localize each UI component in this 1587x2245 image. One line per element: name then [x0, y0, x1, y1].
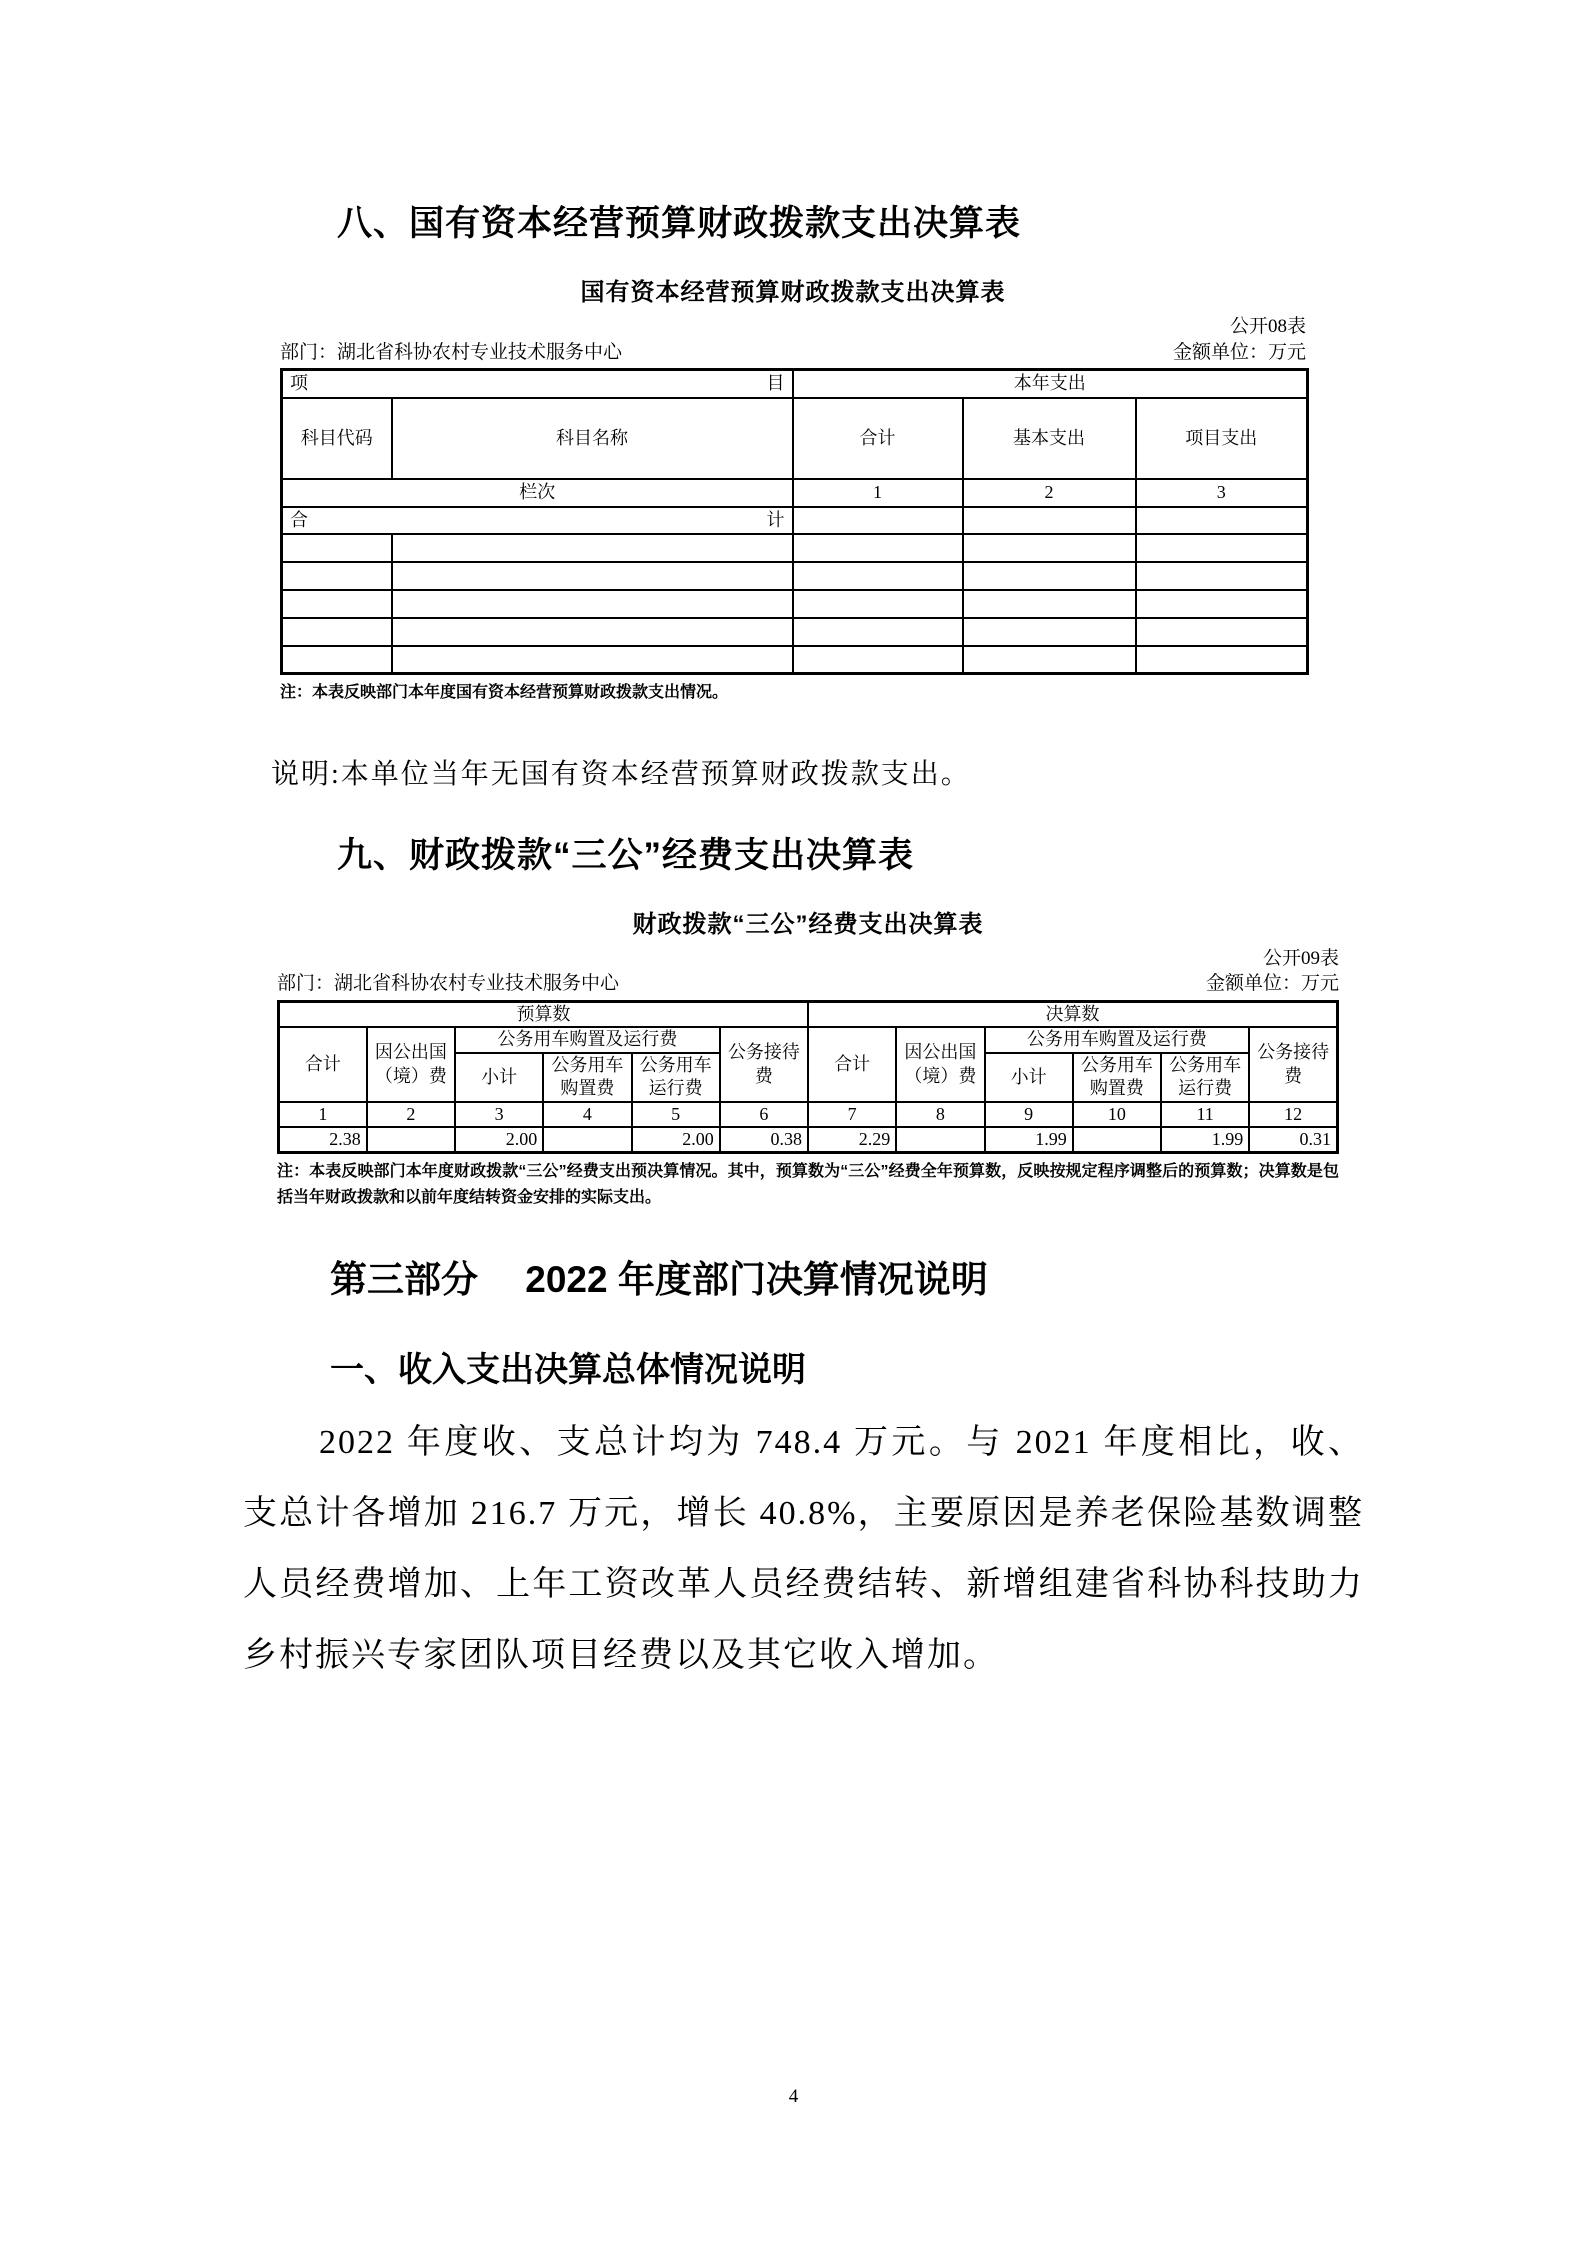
- section9-heading: 九、财政拨款“三公”经费支出决算表: [337, 835, 915, 875]
- empty-cell: [392, 646, 793, 674]
- table09-group-row: [279, 1002, 1338, 1028]
- abroad-line2: （境）费: [904, 1065, 977, 1086]
- abroad-line1: 因公出国: [374, 1042, 447, 1063]
- total-label-right: 计: [766, 509, 785, 530]
- total-label-spread: [288, 509, 787, 532]
- budget-vehicle-purchase-header: 公务用车购置费: [543, 1053, 631, 1102]
- empty-cell: [963, 507, 1136, 534]
- empty-cell: [1136, 562, 1308, 590]
- section8-heading: 八、国有资本经营预算财政拨款支出决算表: [337, 204, 1022, 243]
- value-cell: [1073, 1127, 1161, 1153]
- final-vehicle-subtotal-header: 小计: [985, 1053, 1073, 1102]
- column-number: 11: [1161, 1102, 1249, 1127]
- value-cell: 2.29: [808, 1127, 896, 1153]
- item-header-left: 项: [290, 373, 308, 394]
- empty-cell: [793, 534, 963, 562]
- table09-unit: 金额单位：万元: [1205, 973, 1339, 995]
- abroad-line2: （境）费: [374, 1065, 447, 1086]
- budget-vehicle-operation-header: 公务用车运行费: [632, 1053, 720, 1102]
- table08-empty-row: [282, 618, 1308, 646]
- value-cell: 0.31: [1249, 1127, 1337, 1153]
- total-header: 合计: [793, 398, 963, 479]
- table08-empty-row: [282, 646, 1308, 674]
- empty-cell: [282, 646, 392, 674]
- table08-empty-row: [282, 590, 1308, 618]
- table09-title: 财政拨款“三公”经费支出决算表: [632, 910, 984, 938]
- part3-paragraph: 2022 年度收、支总计均为 748.4 万元。与 2021 年度相比，收、支总计各增加 216.7 万元，增长 40.8%，主要原因是养老保险基数调整人员经费增加、上年工资改革人员经费结转、新增组建省科协科技助力乡村振兴专家团队项目经费以及其它收入增加。: [243, 1424, 1364, 1675]
- total-label-left: 合: [290, 509, 308, 530]
- table09-note: 注：本表反映部门本年度财政拨款“三公”经费支出预决算情况。其中，预算数为“三公”经费全年预算数，反映按规定程序调整后的预算数；决算数是包括当年财政拨款和以前年度结转资金安排的实际支出。: [277, 1163, 1339, 1206]
- empty-cell: [963, 562, 1136, 590]
- column-number: 12: [1249, 1102, 1337, 1127]
- final-group-header: 决算数: [808, 1002, 1338, 1028]
- value-cell: 1.99: [1161, 1127, 1249, 1153]
- final-vehicle-group-header: 公务用车购置及运行费: [985, 1027, 1250, 1052]
- empty-cell: [793, 618, 963, 646]
- table08-empty-row: [282, 562, 1308, 590]
- table08-header-row: [282, 398, 1308, 479]
- table08-meta-row: [280, 341, 1306, 366]
- column-number: 2: [367, 1102, 455, 1127]
- table09-block: [277, 904, 1339, 1211]
- project-expenditure-header: 项目支出: [1136, 398, 1308, 479]
- value-cell: 1.99: [985, 1127, 1073, 1153]
- subject-name-header: 科目名称: [392, 398, 793, 479]
- column-number: 7: [808, 1102, 896, 1127]
- final-vehicle-operation-header: 公务用车运行费: [1161, 1053, 1249, 1102]
- column-number: 10: [1073, 1102, 1161, 1127]
- empty-cell: [793, 646, 963, 674]
- table09-header-row-1: [279, 1027, 1338, 1052]
- value-cell: 0.38: [720, 1127, 808, 1153]
- empty-cell: [392, 562, 793, 590]
- empty-cell: [1136, 534, 1308, 562]
- value-cell: [543, 1127, 631, 1153]
- final-vehicle-purchase-header: 公务用车购置费: [1073, 1053, 1161, 1102]
- section8-statement: 说明:本单位当年无国有资本经营预算财政拨款支出。: [271, 758, 971, 790]
- table09-data-row: [279, 1127, 1338, 1153]
- table09-meta-row: [277, 972, 1339, 997]
- table08-total-row: [282, 507, 1308, 534]
- table-08: [280, 368, 1309, 675]
- table08-empty-row: [282, 534, 1308, 562]
- table08-form-code: 公开08表: [1229, 315, 1306, 337]
- table08-unit: 金额单位：万元: [1172, 341, 1306, 363]
- empty-cell: [1136, 646, 1308, 674]
- column-number: 3: [455, 1102, 543, 1127]
- value-cell: 2.00: [632, 1127, 720, 1153]
- part3-sub-heading: 一、收入支出决算总体情况说明: [330, 1350, 806, 1389]
- total-label-cell: [282, 507, 793, 534]
- value-cell: [896, 1127, 984, 1153]
- table08-item-row: [282, 370, 1308, 398]
- final-abroad-header: [896, 1027, 984, 1101]
- table09-form-code: 公开09表: [1262, 947, 1339, 969]
- table-09: [277, 1000, 1339, 1154]
- column-number: 6: [720, 1102, 808, 1127]
- lanci-label: 栏次: [282, 479, 793, 507]
- subject-code-header: 科目代码: [282, 398, 392, 479]
- table09-column-index-row: [279, 1102, 1338, 1127]
- table08-column-index-row: [282, 479, 1308, 507]
- column-number: 3: [1136, 479, 1308, 507]
- budget-vehicle-group-header: 公务用车购置及运行费: [455, 1027, 720, 1052]
- empty-cell: [392, 534, 793, 562]
- budget-abroad-header: [367, 1027, 455, 1101]
- empty-cell: [392, 618, 793, 646]
- table08-department: 部门：湖北省科协农村专业技术服务中心: [280, 341, 623, 363]
- empty-cell: [963, 534, 1136, 562]
- empty-cell: [963, 646, 1136, 674]
- empty-cell: [1136, 618, 1308, 646]
- page-number: 4: [788, 2086, 799, 2107]
- empty-cell: [793, 507, 963, 534]
- empty-cell: [1136, 507, 1308, 534]
- table09-department: 部门：湖北省科协农村专业技术服务中心: [277, 973, 620, 995]
- column-number: 1: [793, 479, 963, 507]
- abroad-line1: 因公出国: [904, 1042, 977, 1063]
- item-header-right: 目: [766, 373, 785, 394]
- budget-vehicle-subtotal-header: 小计: [455, 1053, 543, 1102]
- table08-block: [280, 272, 1306, 706]
- budget-reception-header: 公务接待费: [720, 1027, 808, 1101]
- part3-heading: 第三部分 2022 年度部门决算情况说明: [330, 1258, 988, 1300]
- value-cell: 2.00: [455, 1127, 543, 1153]
- item-header-cell: [282, 370, 793, 398]
- column-number: 2: [963, 479, 1136, 507]
- year-expenditure-header: 本年支出: [793, 370, 1308, 398]
- empty-cell: [282, 618, 392, 646]
- empty-cell: [1136, 590, 1308, 618]
- empty-cell: [282, 562, 392, 590]
- empty-cell: [793, 590, 963, 618]
- item-header-spread: [288, 372, 787, 395]
- budget-total-header: 合计: [279, 1027, 367, 1101]
- page-content: [243, 0, 1364, 1691]
- table08-title: 国有资本经营预算财政拨款支出决算表: [580, 278, 1006, 306]
- column-number: 5: [632, 1102, 720, 1127]
- value-cell: 2.38: [279, 1127, 367, 1153]
- budget-group-header: 预算数: [279, 1002, 809, 1028]
- empty-cell: [963, 590, 1136, 618]
- table08-note: 注：本表反映部门本年度国有资本经营预算财政拨款支出情况。: [280, 684, 729, 702]
- value-cell: [367, 1127, 455, 1153]
- final-total-header: 合计: [808, 1027, 896, 1101]
- empty-cell: [282, 534, 392, 562]
- empty-cell: [282, 590, 392, 618]
- empty-cell: [392, 590, 793, 618]
- column-number: 8: [896, 1102, 984, 1127]
- basic-expenditure-header: 基本支出: [963, 398, 1136, 479]
- column-number: 9: [985, 1102, 1073, 1127]
- empty-cell: [963, 618, 1136, 646]
- column-number: 4: [543, 1102, 631, 1127]
- empty-cell: [793, 562, 963, 590]
- column-number: 1: [279, 1102, 367, 1127]
- final-reception-header: 公务接待费: [1249, 1027, 1337, 1101]
